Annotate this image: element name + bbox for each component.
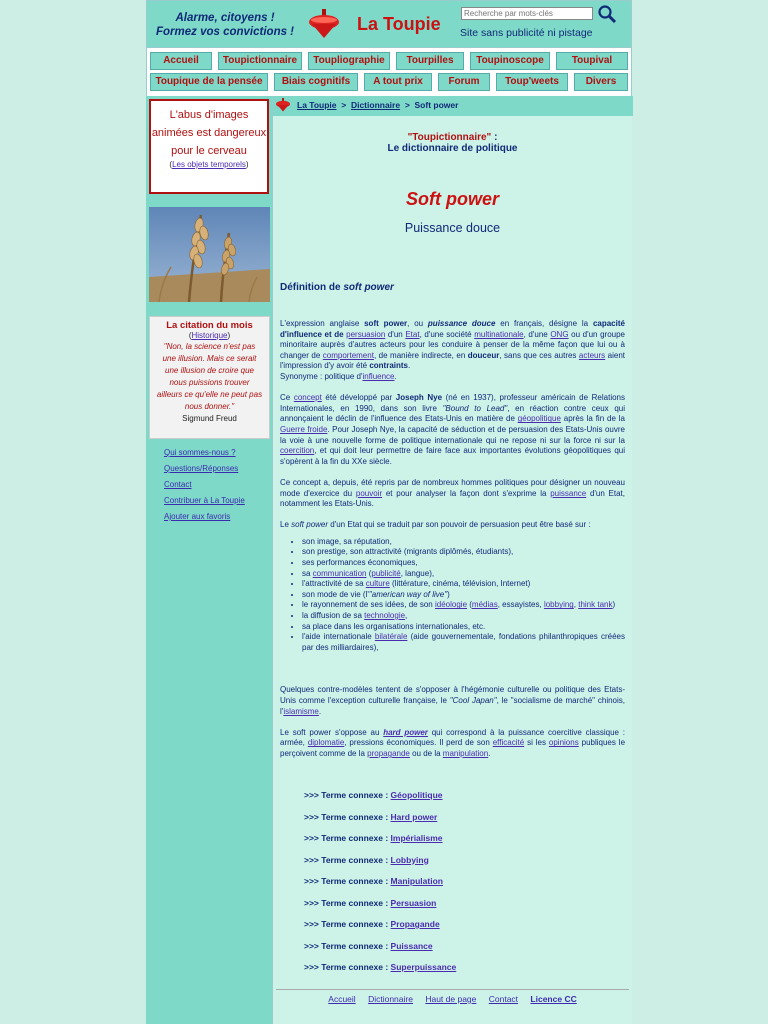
link-think-tank[interactable]: think tank [578,600,613,610]
link-influence[interactable]: influence [362,371,395,381]
link-geopolitique[interactable]: géopolitique [517,414,561,424]
nav-biais-cognitifs[interactable]: Biais cognitifs [274,73,358,91]
tagline: Site sans publicité ni pistage [460,27,593,39]
nav-forum[interactable]: Forum [438,73,490,91]
slogan [147,11,303,39]
link-coercition[interactable]: coercition [280,446,315,456]
related-puissance[interactable]: Puissance [390,940,433,951]
page-subtitle: Puissance douce [404,221,501,235]
related-term-row: >>> Terme connexe : Puissance [304,940,433,951]
nav-a-tout-prix[interactable]: A tout prix [364,73,432,91]
related-term-row: >>> Terme connexe : Manipulation [304,876,443,886]
nav-divers[interactable]: Divers [574,73,628,91]
sidebar-link-favorites[interactable]: Ajouter aux favoris [164,512,231,521]
link-opinions[interactable]: opinions [548,738,579,748]
wheat-image [149,207,270,302]
definition-heading: Définition de soft power [280,282,394,293]
list-item: • son prestige, son attractivité (migrants diplômés, étudiants), [302,547,625,558]
paragraph-5: Quelques contre-modèles tentent de s'opposer à l'hégémonie culturelle ou politique des Etats-Unis comme l'exception culturelle française, le "Cool Japan", le "socialisme de marché" chinois, l'islamisme. [280,685,625,716]
link-hard-power[interactable]: hard power [383,727,428,737]
link-lobbying[interactable]: lobbying [543,600,574,610]
footer-link-license[interactable]: Licence CC [530,994,577,1004]
list-item: • son image, sa réputation, [302,537,625,548]
sidebar-link-contact[interactable]: Contact [164,480,192,489]
sidebar-links [164,448,245,528]
link-manipulation[interactable]: manipulation [442,748,489,758]
link-comportement[interactable]: comportement [322,350,374,360]
list-item: • le rayonnement de ses idées, de son idéologie (médias, essayistes, lobbying, think tank) [302,600,625,611]
paragraph-6: Le soft power s'oppose au hard power qui correspond à la puissance coercitive classique : armée, diplomatie, pressions économiques. Il perd de son efficacité si les opinions publiques le perçoivent comme de la propagande ou de la manipulation. [280,727,626,758]
nav-toupinoscope[interactable]: Toupinoscope [470,52,550,70]
link-efficacite[interactable]: efficacité [492,738,525,748]
link-persuasion[interactable]: persuasion [346,329,386,339]
link-ong[interactable]: ONG [550,329,569,339]
paragraph-4: Le soft power d'un Etat qui se traduit par son pouvoir de persuasion peut être basé sur : [280,520,591,530]
quote-author: Sigmund Freud [182,414,237,423]
quote-of-the-month: La citation du mois (Historique) "Non, la science n'est pas une illusion. Mais ce serait une illusion de croire que nous puissions trouver ailleurs ce qu'elle ne peut pas nous donner." Sigmund Freud [149,316,270,439]
list-item: • l'aide internationale bilatérale (aide gouvernementale, fondations philanthropiques créées par des milliardaires), [302,632,625,653]
site-title[interactable]: La Toupie [357,14,441,34]
search-icon[interactable] [597,4,617,24]
related-propagande[interactable]: Propagande [390,919,440,929]
sidebar-link-contribute[interactable]: Contribuer à La Toupie [164,496,245,505]
related-geopolitique[interactable]: Géopolitique [390,790,443,800]
list-item: • l'attractivité de sa culture (littérature, cinéma, télévision, Internet) [302,579,625,590]
footer-link-contact[interactable]: Contact [488,994,519,1004]
list-item: • sa communication (publicité, langue), [302,569,625,580]
site-header [146,0,632,48]
nav-row-2 [146,73,632,93]
breadcrumb [273,96,633,116]
breadcrumb-home[interactable]: La Toupie [297,100,337,110]
related-manipulation[interactable]: Manipulation [390,876,443,886]
nav-accueil[interactable]: Accueil [150,52,212,70]
paragraph-1: L'expression anglaise soft power, ou puissance douce en français, désigne la capacité d'influence et de persuasion d'un Etat, d'une société multinationale, d'une ONG ou d'un groupe minoritaire auprès d'autres acteurs pour les conduire à penser de la même façon que lui ou à changer de comportement, de manière indirecte, en douceur, sans que ces autres acteurs aient l'impression d'y avoir été contraints. Synonyme : politique d'influence. [280,319,626,381]
footer-link-dictionary[interactable]: Dictionnaire [368,994,413,1004]
nav-toupliographie[interactable]: Toupliographie [308,52,390,70]
quote-text: "Non, la science n'est pas une illusion. Mais ce serait une illusion de croire que nous puissions trouver ailleurs ce qu'elle ne peut pas nous donner." [156,342,263,411]
spinning-top-small-icon [275,98,291,112]
link-communication[interactable]: communication [312,568,367,578]
nav-tourpilles[interactable]: Tourpilles [396,52,464,70]
list-item: • ses performances économiques, [302,558,625,569]
spinning-top-logo-icon[interactable] [307,9,341,39]
link-puissance[interactable]: puissance [550,488,587,498]
warning-text: L'abus d'images animées est dangereux pour le cerveau [151,109,267,157]
sidebar-link-faq[interactable]: Questions/Réponses [164,464,239,473]
search-input[interactable] [461,7,593,20]
related-hard-power[interactable]: Hard power [390,811,438,822]
related-persuasion[interactable]: Persuasion [390,897,437,908]
sidebar [146,96,272,1024]
link-pouvoir[interactable]: pouvoir [355,488,383,498]
nav-toupival[interactable]: Toupival [556,52,628,70]
link-islamisme[interactable]: islamisme [283,706,319,716]
link-technologie[interactable]: technologie [364,611,406,621]
footer-link-home[interactable]: Accueil [328,994,356,1004]
warning-link[interactable]: Les objets temporels [172,160,246,169]
paragraph-2: Ce concept été développé par Joseph Nye (né en 1937), professeur américain de Relations Internationales, en 1990, dans son livre "Bound to Lead", en réaction contre ceux qui annonçaient le déclin de l'influence des Etats-Unis en matière de géopolitique après la fin de la Guerre froide. Pour Joseph Nye, la capacité de séduction et de persuasion des Etats-Unis ouvre la voie à une nouvelle forme de politique internationale qui ne repose ni sur la force ni sur la coercition, et qui doit leur permettre de faire face aux importantes évolutions géopolitiques qui s'opèrent à la fin du XXe siècle. [280,393,625,466]
link-multinationale[interactable]: multinationale [474,329,524,339]
slogan-line-2: Formez vos convictions ! [155,26,295,38]
link-publicite[interactable]: publicité [371,568,401,578]
kicker-subtitle: Le dictionnaire de politique [387,143,518,154]
link-ideologie[interactable]: idéologie [434,600,468,610]
page-title: Soft power [406,189,499,209]
animated-images-warning: L'abus d'images animées est dangereux pour le cerveau (Les objets temporels) [149,99,269,194]
link-bilaterale[interactable]: bilatérale [374,632,408,642]
related-term-row: >>> Terme connexe : Hard power [304,811,438,822]
link-concept[interactable]: concept [293,393,322,403]
related-term-row: >>> Terme connexe : Persuasion [304,897,437,908]
paragraph-3: Ce concept a, depuis, été repris par de nombreux hommes politiques pour désigner un nouveau mode d'exercice du pouvoir et pour analyser la façon dont s'exprime la puissance d'un Etat, notamment les Etats-Unis. [280,477,626,509]
quote-title: La citation du mois [166,320,253,331]
main-content [272,96,632,1024]
link-acteurs[interactable]: acteurs [578,350,606,360]
link-etat[interactable]: Etat [405,329,420,339]
related-imperialisme[interactable]: Impérialisme [390,833,443,843]
nav-row-1 [146,52,632,72]
nav-toupweets[interactable]: Toup'weets [496,73,568,91]
related-term-row: >>> Terme connexe : Géopolitique [304,790,443,800]
breadcrumb-separator: > [341,100,347,110]
list-item: • sa place dans les organisations internationales, etc. [302,622,625,633]
footer-link-top[interactable]: Haut de page [425,994,477,1004]
breadcrumb-separator: > [404,100,410,110]
nav-toupique-pensee[interactable]: Toupique de la pensée [150,73,268,91]
nav-toupictionnaire[interactable]: Toupictionnaire [218,52,302,70]
soft-power-bases-list [302,537,625,654]
link-diplomatie[interactable]: diplomatie [307,738,345,748]
link-culture[interactable]: culture [365,579,390,589]
page-kicker: "Toupictionnaire" : Le dictionnaire de politique [276,132,629,154]
breadcrumb-section[interactable]: Dictionnaire [350,100,401,110]
related-superpuissance[interactable]: Superpuissance [390,962,457,972]
related-terms [304,790,456,984]
page-footer [276,989,629,1004]
related-term-row: >>> Terme connexe : Propagande [304,919,440,929]
article-body [280,319,625,770]
related-term-row: >>> Terme connexe : Superpuissance [304,962,457,972]
link-guerre-froide[interactable]: Guerre froide [280,424,328,434]
sidebar-link-about[interactable]: Qui sommes-nous ? [164,448,236,457]
related-term-row: >>> Terme connexe : Lobbying [304,854,429,865]
article [276,116,629,1016]
link-propagande[interactable]: propagande [367,748,410,758]
kicker-name: "Toupictionnaire" [407,132,492,143]
link-medias[interactable]: médias [471,600,498,610]
list-item: • son mode de vie (l'"american way of live") [302,590,625,601]
quote-history-link[interactable]: Historique [191,331,228,340]
related-term-row: >>> Terme connexe : Impérialisme [304,833,443,843]
breadcrumb-current: Soft power [414,100,459,110]
slogan-line-1: Alarme, citoyens ! [175,12,275,24]
related-lobbying[interactable]: Lobbying [390,854,429,865]
list-item: • la diffusion de sa technologie, [302,611,625,622]
